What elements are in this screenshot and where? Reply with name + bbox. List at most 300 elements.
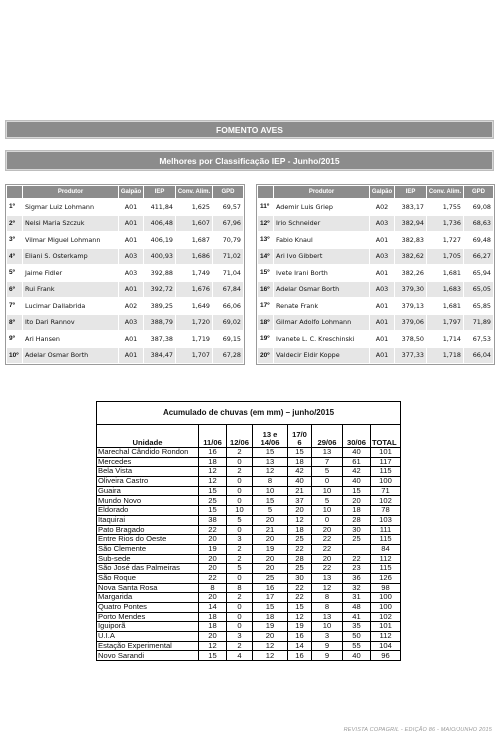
rain-total: 100 — [371, 477, 401, 487]
rain-value: 18 — [288, 525, 312, 535]
unit-name: Iguiporã — [97, 622, 199, 632]
unit-name: Mundo Novo — [97, 496, 199, 506]
rain-value: 23 — [343, 564, 371, 574]
iep-value: 406,19 — [144, 232, 176, 249]
rain-value: 25 — [288, 564, 312, 574]
galpao-value: A03 — [370, 215, 395, 232]
iep-value: 383,17 — [395, 199, 427, 216]
rainfall-table — [96, 401, 401, 661]
rain-value: 20 — [199, 593, 227, 603]
gpd-value: 69,15 — [213, 331, 244, 348]
gpd-value: 68,63 — [464, 215, 494, 232]
conv-value: 1,681 — [427, 265, 464, 282]
rain-value: 3 — [227, 632, 253, 642]
rain-value: 0 — [227, 525, 253, 535]
iep-value: 377,33 — [395, 347, 427, 364]
producer-name: Eliani S. Osterkamp — [23, 248, 119, 265]
rain-value: 40 — [288, 477, 312, 487]
rain-value: 30 — [343, 525, 371, 535]
rain-value: 10 — [312, 486, 343, 496]
table-row — [7, 248, 244, 265]
table-row — [7, 314, 244, 331]
rain-value: 16 — [199, 448, 227, 458]
producer-name: Adelar Osmar Borth — [274, 281, 370, 298]
rain-total: 78 — [371, 506, 401, 516]
rain-value: 20 — [253, 554, 288, 564]
rain-value: 0 — [227, 573, 253, 583]
unit-name: Nova Santa Rosa — [97, 583, 199, 593]
conv-value: 1,625 — [176, 199, 213, 216]
producer-name: Sigmar Luiz Lohmann — [23, 199, 119, 216]
galpao-value: A03 — [119, 248, 144, 265]
producer-name: Valdecir Eldir Koppe — [274, 347, 370, 364]
galpao-value: A01 — [370, 331, 395, 348]
ranking-header-row — [7, 186, 244, 199]
galpao-value: A03 — [370, 281, 395, 298]
rain-value: 8 — [312, 603, 343, 613]
rank-position: 2º — [7, 215, 23, 232]
producer-name: Fabio Knaul — [274, 232, 370, 249]
rain-value: 40 — [343, 651, 371, 661]
table-row — [7, 265, 244, 282]
rank-position: 9º — [7, 331, 23, 348]
producer-name: Ito Dari Rannov — [23, 314, 119, 331]
col-header-conv: Conv. Alim. — [427, 186, 464, 199]
rain-total: 115 — [371, 535, 401, 545]
rain-value: 0 — [227, 622, 253, 632]
table-row — [97, 525, 401, 535]
table-row — [258, 215, 494, 232]
unit-name: Bela Vista — [97, 467, 199, 477]
rain-value: 4 — [227, 651, 253, 661]
conv-value: 1,755 — [427, 199, 464, 216]
rank-position: 10º — [7, 347, 23, 364]
iep-value: 382,94 — [395, 215, 427, 232]
table-row — [97, 583, 401, 593]
rain-value: 16 — [288, 632, 312, 642]
rain-value: 22 — [288, 583, 312, 593]
rain-value: 12 — [199, 467, 227, 477]
rank-position: 6º — [7, 281, 23, 298]
rain-value: 9 — [312, 651, 343, 661]
table-row — [7, 232, 244, 249]
col-header-unidade: Unidade — [97, 425, 199, 448]
unit-name: Novo Sarandi — [97, 651, 199, 661]
rain-value: 20 — [288, 506, 312, 516]
galpao-value: A01 — [119, 281, 144, 298]
rain-value: 12 — [312, 583, 343, 593]
gpd-value: 67,84 — [213, 281, 244, 298]
rain-value: 5 — [227, 564, 253, 574]
rain-value: 10 — [312, 506, 343, 516]
gpd-value: 67,53 — [464, 331, 494, 348]
conv-value: 1,718 — [427, 347, 464, 364]
rain-value: 22 — [288, 544, 312, 554]
rain-value: 20 — [312, 525, 343, 535]
rain-value: 25 — [199, 496, 227, 506]
unit-name: Itaquirai — [97, 515, 199, 525]
table-row — [258, 314, 494, 331]
rain-value: 21 — [253, 525, 288, 535]
galpao-value: A02 — [119, 298, 144, 315]
rain-value: 20 — [253, 535, 288, 545]
rain-total: 98 — [371, 583, 401, 593]
rank-position: 16º — [258, 281, 274, 298]
rain-value: 22 — [343, 554, 371, 564]
galpao-value: A01 — [119, 199, 144, 216]
unit-name: Pato Bragado — [97, 525, 199, 535]
unit-name: Oliveira Castro — [97, 477, 199, 487]
iep-value: 382,83 — [395, 232, 427, 249]
gpd-value: 65,85 — [464, 298, 494, 315]
conv-value: 1,727 — [427, 232, 464, 249]
rain-value: 15 — [288, 603, 312, 613]
table-row — [258, 347, 494, 364]
rain-value: 16 — [288, 651, 312, 661]
rain-value: 10 — [253, 486, 288, 496]
rank-position: 14º — [258, 248, 274, 265]
conv-value: 1,681 — [427, 298, 464, 315]
gpd-value: 66,06 — [213, 298, 244, 315]
producer-name: Lucimar Dallabrida — [23, 298, 119, 315]
rain-value: 22 — [312, 535, 343, 545]
col-header-iep: IEP — [395, 186, 427, 199]
unit-name: São Clemente — [97, 544, 199, 554]
rain-value: 10 — [312, 622, 343, 632]
rain-value: 12 — [199, 477, 227, 487]
iep-value: 379,13 — [395, 298, 427, 315]
rain-total: 112 — [371, 632, 401, 642]
iep-value: 411,84 — [144, 199, 176, 216]
col-header-produtor: Produtor — [274, 186, 370, 199]
table-row — [7, 199, 244, 216]
rain-value: 14 — [199, 603, 227, 613]
iep-value: 378,50 — [395, 331, 427, 348]
rain-value: 13 — [312, 612, 343, 622]
conv-value: 1,649 — [176, 298, 213, 315]
rain-value: 20 — [199, 554, 227, 564]
rain-value: 2 — [227, 641, 253, 651]
rain-value: 15 — [199, 651, 227, 661]
iep-value: 379,30 — [395, 281, 427, 298]
table-row — [97, 448, 401, 458]
rain-value: 22 — [199, 573, 227, 583]
rain-value: 22 — [288, 593, 312, 603]
rain-value: 20 — [199, 564, 227, 574]
rain-value — [343, 544, 371, 554]
col-header-date: 17/0 6 — [288, 425, 312, 448]
iep-value: 382,26 — [395, 265, 427, 282]
rain-value: 8 — [253, 477, 288, 487]
table-row — [258, 265, 494, 282]
galpao-value: A02 — [370, 199, 395, 216]
table-row — [97, 573, 401, 583]
unit-name: U.I.A — [97, 632, 199, 642]
conv-value: 1,687 — [176, 232, 213, 249]
rain-value: 5 — [227, 515, 253, 525]
rank-position: 4º — [7, 248, 23, 265]
table-row — [97, 632, 401, 642]
unit-name: São José das Palmeiras — [97, 564, 199, 574]
conv-value: 1,705 — [427, 248, 464, 265]
gpd-value: 69,08 — [464, 199, 494, 216]
conv-value: 1,707 — [176, 347, 213, 364]
rain-value: 55 — [343, 641, 371, 651]
conv-value: 1,736 — [427, 215, 464, 232]
rain-value: 18 — [199, 457, 227, 467]
conv-value: 1,607 — [176, 215, 213, 232]
rain-value: 7 — [312, 457, 343, 467]
table-row — [7, 347, 244, 364]
gpd-value: 69,02 — [213, 314, 244, 331]
producer-name: Vilmar Miguel Lohmann — [23, 232, 119, 249]
rain-value: 12 — [288, 515, 312, 525]
col-header-date: 13 e 14/06 — [253, 425, 288, 448]
rain-value: 25 — [343, 535, 371, 545]
table-row — [97, 544, 401, 554]
galpao-value: A01 — [370, 314, 395, 331]
unit-name: Margarida — [97, 593, 199, 603]
rain-value: 20 — [343, 496, 371, 506]
rain-value: 61 — [343, 457, 371, 467]
rain-value: 48 — [343, 603, 371, 613]
table-row — [97, 612, 401, 622]
col-header-total: TOTAL — [371, 425, 401, 448]
gpd-value: 69,57 — [213, 199, 244, 216]
rain-value: 25 — [253, 573, 288, 583]
rain-value: 9 — [312, 641, 343, 651]
col-header-conv: Conv. Alim. — [176, 186, 213, 199]
rain-total: 102 — [371, 612, 401, 622]
gpd-value: 66,04 — [464, 347, 494, 364]
rain-value: 37 — [288, 496, 312, 506]
table-row — [97, 651, 401, 661]
rain-value: 2 — [227, 544, 253, 554]
unit-name: Entre Rios do Oeste — [97, 535, 199, 545]
galpao-value: A03 — [119, 314, 144, 331]
rank-position: 7º — [7, 298, 23, 315]
rain-value: 15 — [253, 496, 288, 506]
rain-value: 31 — [343, 593, 371, 603]
gpd-value: 69,48 — [464, 232, 494, 249]
unit-name: Sub-sede — [97, 554, 199, 564]
col-header-gpd: GPD — [464, 186, 494, 199]
rainfall-header-row — [97, 425, 401, 448]
galpao-value: A01 — [119, 331, 144, 348]
galpao-value: A01 — [119, 347, 144, 364]
rain-value: 0 — [227, 457, 253, 467]
rain-value: 5 — [312, 496, 343, 506]
rain-value: 38 — [199, 515, 227, 525]
rank-position: 19º — [258, 331, 274, 348]
rain-value: 20 — [312, 554, 343, 564]
galpao-value: A01 — [370, 347, 395, 364]
rain-total: 102 — [371, 496, 401, 506]
rain-total: 111 — [371, 525, 401, 535]
col-header-date: 29/06 — [312, 425, 343, 448]
producer-name: Ivete Irani Borth — [274, 265, 370, 282]
ranking-table-left — [6, 185, 244, 364]
rain-value: 22 — [312, 564, 343, 574]
rain-value: 2 — [227, 554, 253, 564]
rain-value: 12 — [253, 651, 288, 661]
gpd-value: 66,27 — [464, 248, 494, 265]
rain-value: 20 — [253, 515, 288, 525]
unit-name: Quatro Pontes — [97, 603, 199, 613]
col-header-date: 11/06 — [199, 425, 227, 448]
rain-total: 100 — [371, 593, 401, 603]
col-header-date: 30/06 — [343, 425, 371, 448]
conv-value: 1,749 — [176, 265, 213, 282]
col-header-produtor: Produtor — [23, 186, 119, 199]
rain-value: 28 — [343, 515, 371, 525]
rain-total: 101 — [371, 448, 401, 458]
rank-position: 11º — [258, 199, 274, 216]
rank-position: 8º — [7, 314, 23, 331]
rain-value: 30 — [288, 573, 312, 583]
producer-name: Irio Schneider — [274, 215, 370, 232]
gpd-value: 71,02 — [213, 248, 244, 265]
table-row — [97, 515, 401, 525]
rain-value: 0 — [227, 612, 253, 622]
table-row — [258, 248, 494, 265]
galpao-value: A01 — [370, 265, 395, 282]
col-header-gpd: GPD — [213, 186, 244, 199]
rain-value: 15 — [199, 486, 227, 496]
rank-position: 5º — [7, 265, 23, 282]
gpd-value: 65,94 — [464, 265, 494, 282]
galpao-value: A01 — [370, 298, 395, 315]
iep-value: 400,93 — [144, 248, 176, 265]
table-row — [258, 281, 494, 298]
rain-value: 22 — [199, 525, 227, 535]
table-row — [97, 641, 401, 651]
rain-value: 19 — [253, 622, 288, 632]
producer-name: Ari Hansen — [23, 331, 119, 348]
col-header-iep: IEP — [144, 186, 176, 199]
rain-value: 40 — [343, 448, 371, 458]
rain-total: 115 — [371, 467, 401, 477]
rain-value: 20 — [199, 632, 227, 642]
table-row — [97, 564, 401, 574]
conv-value: 1,686 — [176, 248, 213, 265]
rain-value: 20 — [199, 535, 227, 545]
gpd-value: 70,79 — [213, 232, 244, 249]
rain-value: 36 — [343, 573, 371, 583]
rain-value: 8 — [199, 583, 227, 593]
rain-value: 17 — [253, 593, 288, 603]
rain-value: 18 — [288, 457, 312, 467]
rain-value: 28 — [288, 554, 312, 564]
rain-value: 13 — [253, 457, 288, 467]
rain-value: 16 — [253, 583, 288, 593]
conv-value: 1,714 — [427, 331, 464, 348]
rain-value: 12 — [288, 612, 312, 622]
table-row — [97, 603, 401, 613]
rain-total: 126 — [371, 573, 401, 583]
rain-value: 20 — [253, 564, 288, 574]
conv-value: 1,720 — [176, 314, 213, 331]
rain-value: 25 — [288, 535, 312, 545]
banner-title: FOMENTO AVES — [6, 121, 493, 138]
gpd-value: 71,04 — [213, 265, 244, 282]
rain-value: 5 — [312, 467, 343, 477]
rank-position: 12º — [258, 215, 274, 232]
galpao-value: A01 — [119, 232, 144, 249]
rain-value: 35 — [343, 622, 371, 632]
conv-value: 1,676 — [176, 281, 213, 298]
table-row — [258, 331, 494, 348]
rain-total: 84 — [371, 544, 401, 554]
producer-name: Ari Ivo Gibbert — [274, 248, 370, 265]
rain-value: 8 — [312, 593, 343, 603]
rain-value: 2 — [227, 593, 253, 603]
rain-value: 13 — [312, 573, 343, 583]
galpao-value: A03 — [370, 248, 395, 265]
rank-position: 15º — [258, 265, 274, 282]
iep-value: 392,88 — [144, 265, 176, 282]
rain-value: 19 — [288, 622, 312, 632]
producer-name: Ivanete L. C. Kreschinski — [274, 331, 370, 348]
table-row — [7, 215, 244, 232]
iep-value: 392,72 — [144, 281, 176, 298]
iep-value: 379,06 — [395, 314, 427, 331]
table-row — [7, 298, 244, 315]
rain-total: 101 — [371, 622, 401, 632]
conv-value: 1,683 — [427, 281, 464, 298]
rain-value: 18 — [199, 622, 227, 632]
rain-value: 8 — [227, 583, 253, 593]
unit-name: São Roque — [97, 573, 199, 583]
rank-position: 1º — [7, 199, 23, 216]
rain-value: 10 — [227, 506, 253, 516]
rain-value: 19 — [253, 544, 288, 554]
unit-name: Estação Experimental — [97, 641, 199, 651]
rain-value: 20 — [253, 632, 288, 642]
rain-value: 0 — [227, 477, 253, 487]
rain-value: 50 — [343, 632, 371, 642]
rain-value: 0 — [227, 603, 253, 613]
rainfall-title: Acumulado de chuvas (em mm) – junho/2015 — [97, 402, 401, 425]
galpao-value: A01 — [119, 215, 144, 232]
col-header-date: 12/06 — [227, 425, 253, 448]
iep-value: 382,62 — [395, 248, 427, 265]
rain-value: 41 — [343, 612, 371, 622]
table-row — [97, 535, 401, 545]
iep-value: 388,79 — [144, 314, 176, 331]
unit-name: Marechal Cândido Rondon — [97, 448, 199, 458]
rain-value: 12 — [199, 641, 227, 651]
rain-value: 18 — [199, 612, 227, 622]
rain-value: 12 — [253, 467, 288, 477]
unit-name: Porto Mendes — [97, 612, 199, 622]
unit-name: Mercedes — [97, 457, 199, 467]
rain-value: 42 — [288, 467, 312, 477]
table-row — [97, 622, 401, 632]
table-row — [97, 496, 401, 506]
rain-value: 22 — [312, 544, 343, 554]
rain-total: 112 — [371, 554, 401, 564]
rain-value: 0 — [227, 486, 253, 496]
iep-value: 389,25 — [144, 298, 176, 315]
gpd-value: 67,28 — [213, 347, 244, 364]
unit-name: Guaira — [97, 486, 199, 496]
rain-value: 15 — [343, 486, 371, 496]
table-row — [97, 457, 401, 467]
producer-name: Adelar Osmar Borth — [23, 347, 119, 364]
rain-value: 2 — [227, 448, 253, 458]
rain-value: 3 — [227, 535, 253, 545]
